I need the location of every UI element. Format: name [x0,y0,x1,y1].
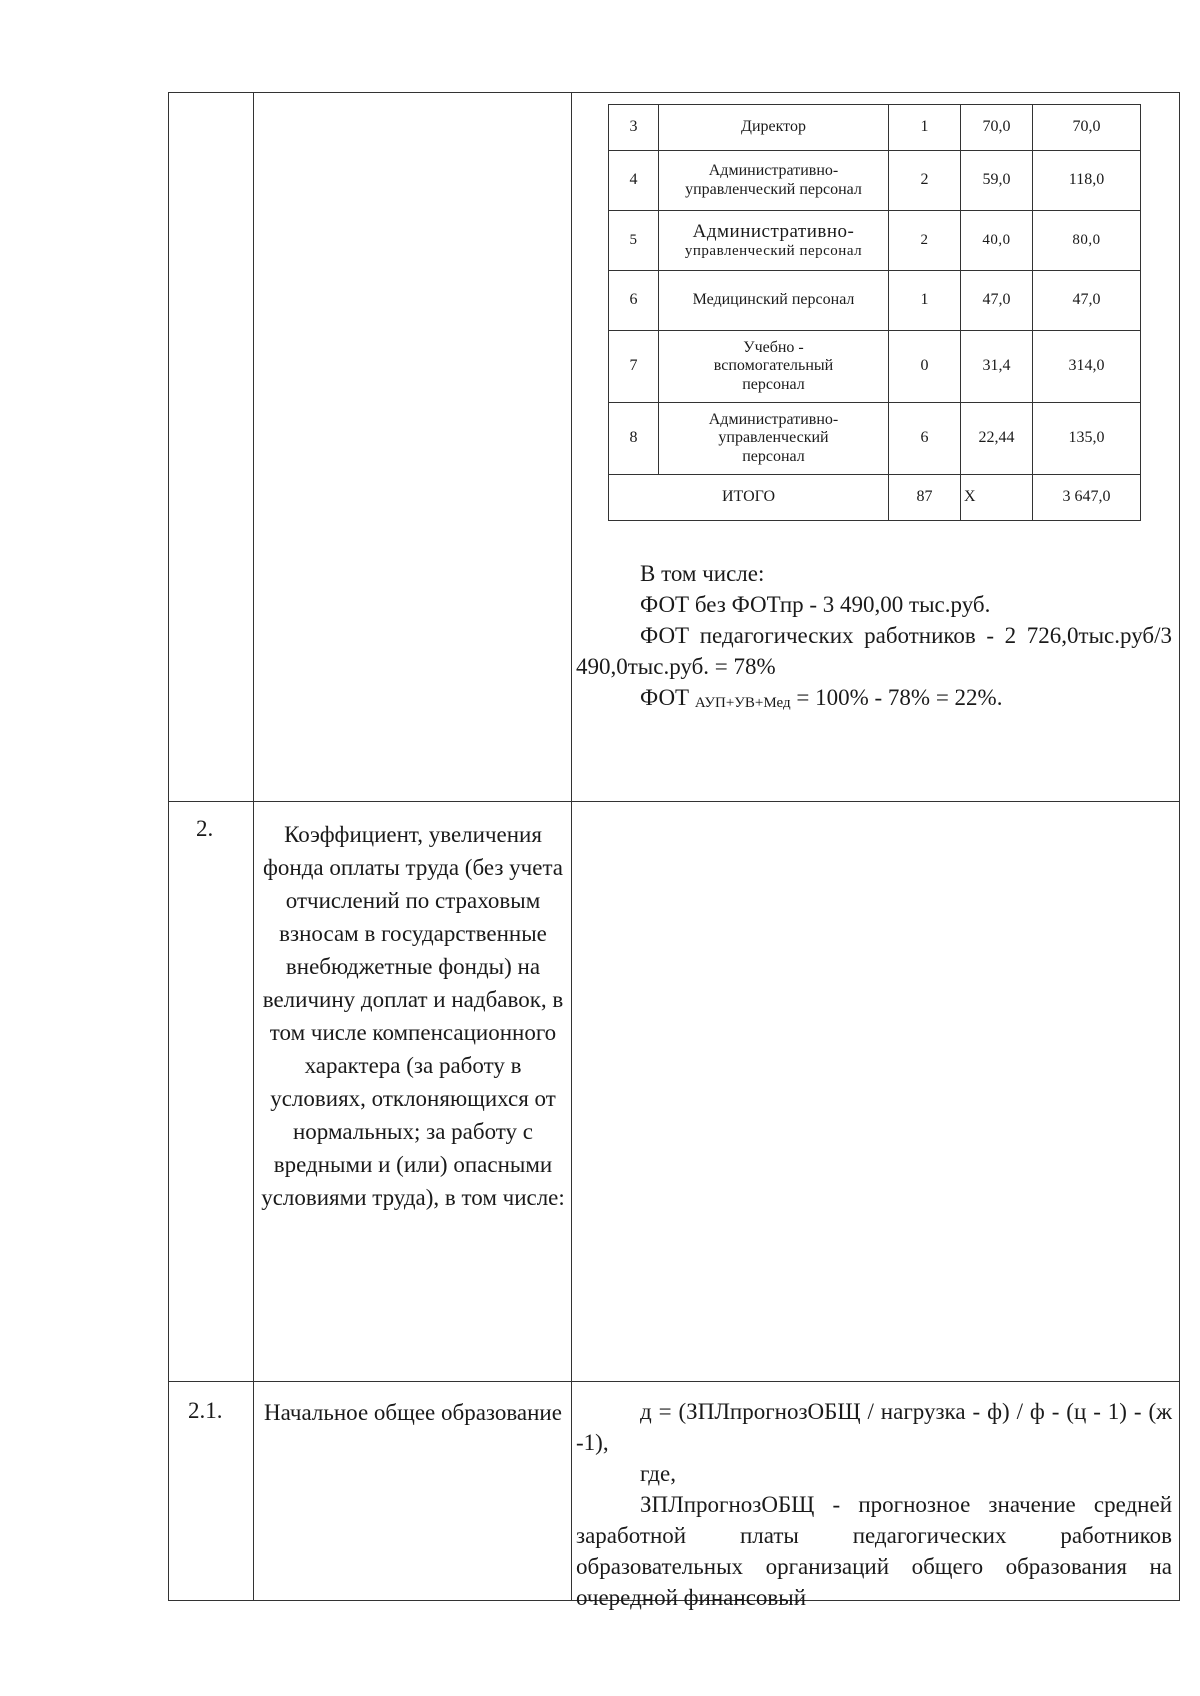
row-2-1-title: Начальное общее образование [264,1400,562,1425]
table-row [609,105,1141,151]
total-salary: 118,0 [1033,151,1141,211]
position-name: Медицинский персонал [659,271,889,331]
column-divider-2 [571,93,572,1600]
position-name: Учебно - вспомогательный персонал [659,331,889,403]
row-number: 6 [609,271,659,331]
position-name: Административно- управленческий персонал [659,403,889,475]
position-name: Административно- управленческий персонал [659,211,889,271]
staff-count: 1 [889,271,961,331]
included-label: В том числе: [640,561,765,586]
row-number-2: 2. [196,816,214,841]
row-number: 3 [609,105,659,151]
where-label: где, [640,1461,676,1486]
table-row [609,211,1141,271]
position-name: Директор [659,105,889,151]
average-salary: 59,0 [961,151,1033,211]
formula: д = (ЗПЛпрогнозОБЩ / нагрузка - ф) / ф - (ц - 1) - (ж -1), [576,1399,1172,1455]
total-salary: 80,0 [1033,211,1141,271]
row-number-2-1: 2.1. [188,1398,223,1423]
total-count: 87 [889,475,961,521]
average-salary: 70,0 [961,105,1033,151]
total-salary: 70,0 [1033,105,1141,151]
row-2-title: Коэффициент, увеличения фонда оплаты труда (без учета отчислений по страховым взносам в государственные внебюджетные фонды) на величину доплат и надбавок, в том числе компенсационного характера (за работу в условиях, отклоняющихся от нормальных; за работу с вредными и (или) опасными условиями труда), в том числе: [261,822,565,1210]
row-number: 4 [609,151,659,211]
table-row [609,331,1141,403]
row-divider-1 [169,801,1179,802]
total-average: X [961,475,1033,521]
row-number: 5 [609,211,659,271]
staff-count: 2 [889,151,961,211]
row-number: 8 [609,403,659,475]
staff-count: 0 [889,331,961,403]
average-salary: 22,44 [961,403,1033,475]
total-row [609,475,1141,521]
table-row [609,151,1141,211]
total-label: ИТОГО [609,475,889,521]
staff-table [608,104,1141,521]
payroll-pedagogical: ФОТ педагогических работников - 2 726,0тыс.руб/3 490,0тыс.руб. = 78% [576,623,1172,679]
row-divider-2 [169,1381,1179,1382]
staff-count: 6 [889,403,961,475]
column-divider-1 [253,93,254,1600]
position-name: Административно- управленческий персонал [659,151,889,211]
table-row [609,271,1141,331]
table-row [609,403,1141,475]
total-salary: 135,0 [1033,403,1141,475]
formula-definition: ЗПЛпрогнозОБЩ - прогнозное значение средней заработной платы педагогических работников образовательных организаций общего образования на очередной финансовый [576,1492,1172,1610]
total-sum: 3 647,0 [1033,475,1141,521]
payroll-admin-share: ФОТ АУП+УВ+Мед = 100% - 78% = 22%. [640,685,1003,711]
payroll-without-bonus: ФОТ без ФОТпр - 3 490,00 тыс.руб. [640,592,991,617]
average-salary: 47,0 [961,271,1033,331]
total-salary: 314,0 [1033,331,1141,403]
average-salary: 40,0 [961,211,1033,271]
staff-count: 1 [889,105,961,151]
coefficient-formula-text [576,1396,1172,1613]
total-salary: 47,0 [1033,271,1141,331]
average-salary: 31,4 [961,331,1033,403]
payroll-breakdown-text [576,558,1172,719]
staff-count: 2 [889,211,961,271]
row-number: 7 [609,331,659,403]
